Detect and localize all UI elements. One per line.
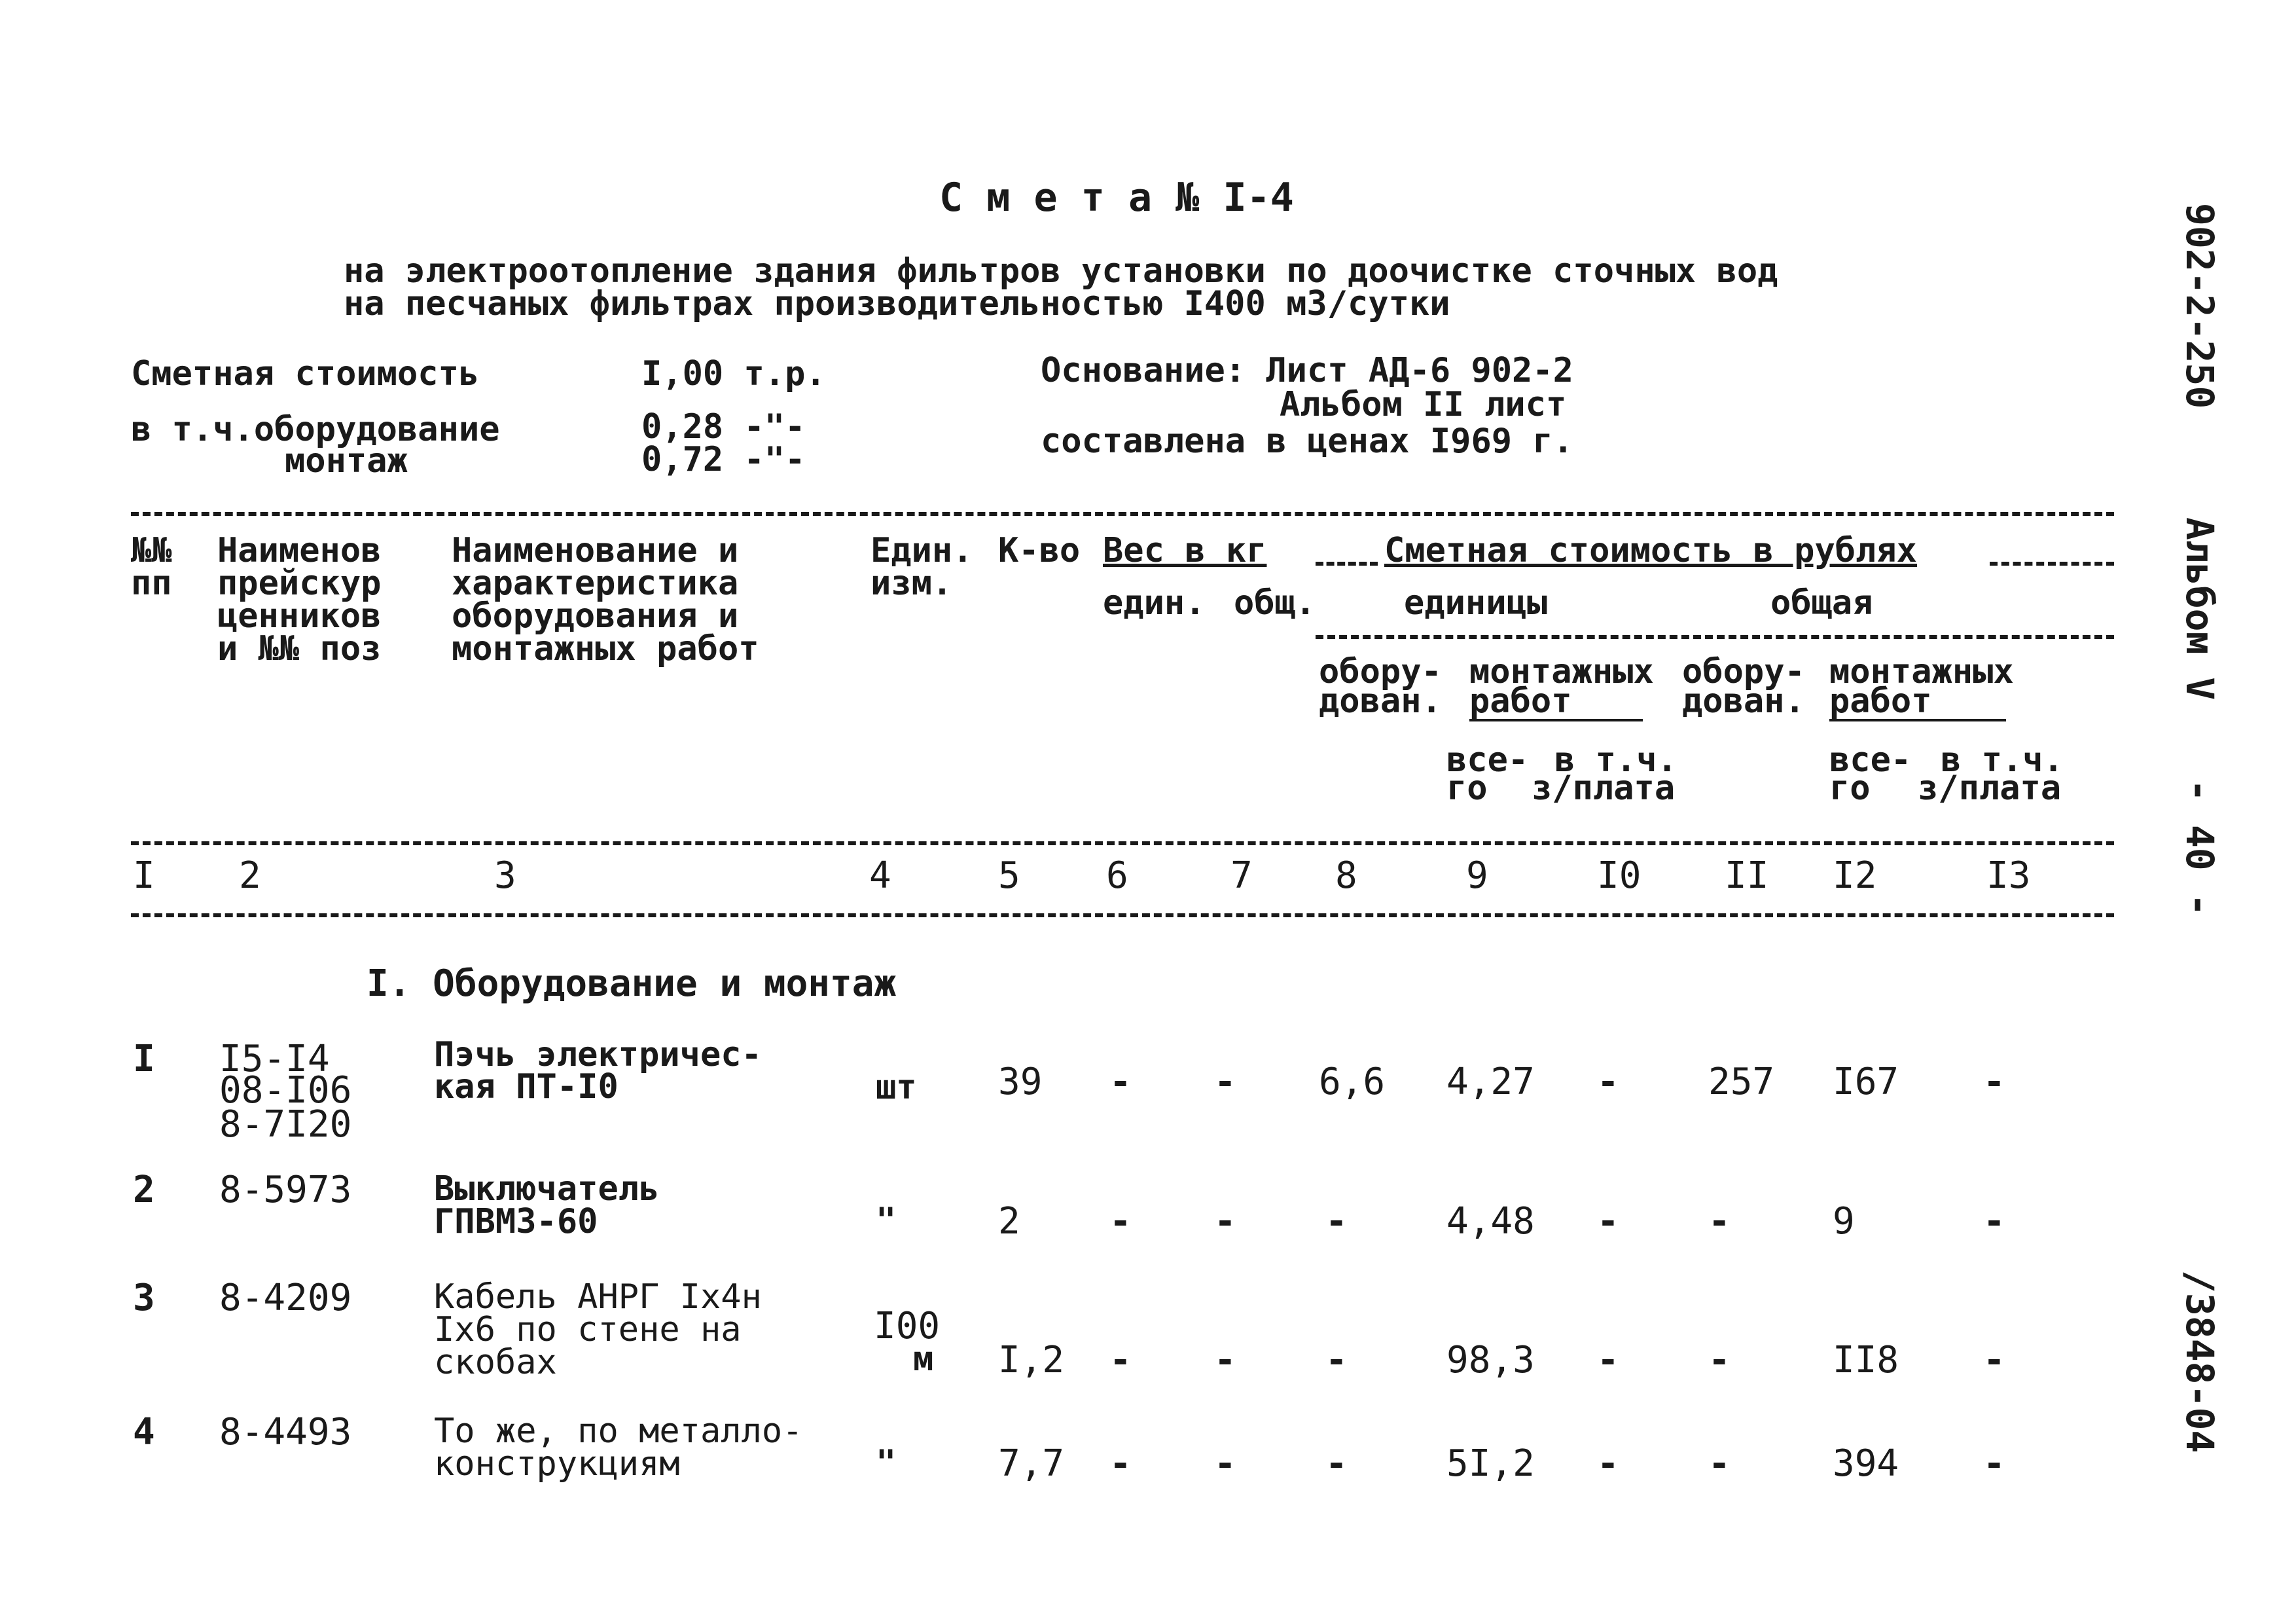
row-name: Iх6 по стене на xyxy=(434,1310,742,1349)
column-number: II xyxy=(1725,854,1769,897)
margin-album: Альбом V xyxy=(2178,517,2222,701)
header-total-montage: монтажных xyxy=(1829,652,2014,691)
column-number: 6 xyxy=(1106,854,1128,897)
row-number: 2 xyxy=(133,1169,155,1211)
margin-page-number: - 40 - xyxy=(2178,779,2222,917)
row-unit: " xyxy=(876,1443,897,1482)
column-number: I2 xyxy=(1833,854,1877,897)
row-unit-montage-total: 5I,2 xyxy=(1446,1442,1535,1485)
row-unit-equipment: 6,6 xyxy=(1319,1061,1386,1103)
row-name: То же, по металло- xyxy=(434,1412,803,1451)
header-total-total: все- xyxy=(1829,740,1912,780)
row-code: 8-4209 xyxy=(219,1277,352,1319)
subtitle-line-1: на электроотопление здания фильтров установки по доочистке сточных вод xyxy=(344,251,1778,291)
header-total-equipment: обору- xyxy=(1682,652,1805,691)
header-weight-total: общ. xyxy=(1234,583,1316,623)
row-code: 8-4493 xyxy=(219,1411,352,1453)
cost-label: Сметная стоимость xyxy=(131,354,480,393)
column-number: I xyxy=(133,854,155,897)
header-col-unit-line: изм. xyxy=(870,564,953,603)
row-unit-equipment: - xyxy=(1325,1200,1348,1243)
header-unit-wage: з/плата xyxy=(1532,769,1676,808)
header-unit-montage: монтажных xyxy=(1469,652,1654,691)
column-number: 7 xyxy=(1230,854,1253,897)
montage-label: монтаж xyxy=(285,441,408,481)
cost-value: I,00 т.р. xyxy=(641,354,826,393)
row-unit: I00 xyxy=(874,1305,941,1347)
header-unit-total: го xyxy=(1446,769,1488,808)
column-number: 9 xyxy=(1466,854,1488,897)
column-number: 2 xyxy=(239,854,261,897)
column-number: 5 xyxy=(998,854,1020,897)
row-total-montage-total: 394 xyxy=(1833,1442,1899,1485)
header-col-name-line: характеристика xyxy=(452,564,739,603)
row-name: Пэчь электричес- xyxy=(434,1035,762,1074)
row-weight-unit: - xyxy=(1109,1061,1132,1103)
row-code: 08-I06 xyxy=(219,1069,352,1112)
row-weight-unit: - xyxy=(1109,1339,1132,1381)
row-weight-total: - xyxy=(1214,1061,1236,1103)
row-weight-unit: - xyxy=(1109,1442,1132,1485)
header-total-equipment: дован. xyxy=(1682,682,1805,721)
row-weight-unit: - xyxy=(1109,1200,1132,1243)
row-total-equipment: 257 xyxy=(1708,1061,1775,1103)
document-title: С м е т а № I-4 xyxy=(939,175,1294,221)
table-top-rule xyxy=(131,512,2114,516)
column-number: 3 xyxy=(494,854,516,897)
row-unit: шт xyxy=(876,1068,917,1107)
header-weight-unit: един. xyxy=(1103,583,1206,623)
row-unit: м xyxy=(913,1340,934,1379)
header-total-wage: в т.ч. xyxy=(1941,740,2064,780)
basis-line-1: Основание: Лист АД-6 902-2 xyxy=(1041,351,1573,390)
row-name: кая ПТ-I0 xyxy=(434,1067,619,1106)
header-col-number-line: №№ xyxy=(131,531,172,570)
header-col-name-line: монтажных работ xyxy=(452,629,759,668)
row-unit-montage-total: 4,27 xyxy=(1446,1061,1535,1103)
row-weight-total: - xyxy=(1214,1442,1236,1485)
header-col-unit-line: Един. xyxy=(870,531,973,570)
column-number: I3 xyxy=(1986,854,2031,897)
row-quantity: 39 xyxy=(998,1061,1043,1103)
row-code: 8-7I20 xyxy=(219,1103,352,1146)
row-name: конструкциям xyxy=(434,1444,680,1484)
header-col-pricelist-line: Наименов xyxy=(217,531,382,570)
header-col-name-line: Наименование и xyxy=(452,531,739,570)
header-total-montage-rule xyxy=(1829,719,2006,721)
header-weight: Вес в кг xyxy=(1103,531,1267,570)
header-col-pricelist-line: и №№ поз xyxy=(217,629,382,668)
basis-line-2: Альбом II лист xyxy=(1280,385,1567,424)
row-total-equipment: - xyxy=(1708,1339,1731,1381)
row-weight-total: - xyxy=(1214,1339,1236,1381)
header-cost-rule-left xyxy=(1316,562,1378,566)
row-quantity: 2 xyxy=(998,1200,1020,1243)
header-col-name-line: оборудования и xyxy=(452,596,739,636)
header-cost-rule-right xyxy=(1990,562,2114,566)
row-total-montage-total: 9 xyxy=(1833,1200,1855,1243)
header-unit-wage: в т.ч. xyxy=(1554,740,1677,780)
basis-line-3: составлена в ценах I969 г. xyxy=(1041,422,1573,461)
incl-equipment-value: 0,28 -"- xyxy=(641,407,806,447)
header-cost: Сметная стоимость в рублях xyxy=(1384,531,1917,570)
column-numbers-bottom-rule xyxy=(131,913,2114,917)
row-unit-montage-total: 98,3 xyxy=(1446,1339,1535,1381)
row-unit: " xyxy=(876,1201,897,1240)
row-name: скобах xyxy=(434,1343,557,1382)
row-unit-montage-wage: - xyxy=(1597,1339,1619,1381)
row-unit-montage-wage: - xyxy=(1597,1061,1619,1103)
row-code: 8-5973 xyxy=(219,1169,352,1211)
incl-equipment-label: в т.ч.оборудование xyxy=(131,410,500,449)
header-col-pricelist-line: ценников xyxy=(217,596,382,636)
header-unit-equipment: обору- xyxy=(1319,652,1442,691)
header-total-total: го xyxy=(1829,769,1871,808)
header-col-quantity: К-во xyxy=(998,531,1081,570)
row-total-montage-wage: - xyxy=(1983,1442,2005,1485)
row-unit-montage-total: 4,48 xyxy=(1446,1200,1535,1243)
margin-project-code: 902-2-250 xyxy=(2178,203,2222,409)
row-unit-montage-wage: - xyxy=(1597,1200,1619,1243)
row-unit-montage-wage: - xyxy=(1597,1442,1619,1485)
header-col-number-line: пп xyxy=(131,564,172,603)
row-name: ГПВМЗ-60 xyxy=(434,1202,598,1241)
montage-value: 0,72 -"- xyxy=(641,440,806,479)
column-number: 8 xyxy=(1335,854,1357,897)
subtitle-line-2: на песчаных фильтрах производительностью I400 м3/сутки xyxy=(344,284,1450,323)
row-number: I xyxy=(133,1038,155,1080)
header-total-montage: работ xyxy=(1829,682,1932,721)
header-unit-total: все- xyxy=(1446,740,1529,780)
row-name: Выключатель xyxy=(434,1169,660,1209)
row-total-montage-total: I67 xyxy=(1833,1061,1899,1103)
row-quantity: I,2 xyxy=(998,1339,1065,1381)
header-total-wage: з/плата xyxy=(1918,769,2062,808)
row-unit-equipment: - xyxy=(1325,1442,1348,1485)
margin-doc-number: /3848-04 xyxy=(2178,1270,2222,1453)
section-title: I. Оборудование и монтаж xyxy=(367,962,897,1005)
row-code: I5-I4 xyxy=(219,1038,330,1080)
column-number: 4 xyxy=(869,854,891,897)
row-weight-total: - xyxy=(1214,1200,1236,1243)
header-unit-montage: работ xyxy=(1469,682,1572,721)
row-quantity: 7,7 xyxy=(998,1442,1065,1485)
row-number: 3 xyxy=(133,1277,155,1319)
row-total-equipment: - xyxy=(1708,1442,1731,1485)
column-numbers-top-rule xyxy=(131,841,2114,845)
row-name: Кабель АНРГ Iх4н xyxy=(434,1277,762,1317)
column-number: I0 xyxy=(1597,854,1641,897)
header-cost-unit: единицы xyxy=(1404,583,1548,623)
row-total-equipment: - xyxy=(1708,1200,1731,1243)
row-total-montage-wage: - xyxy=(1983,1061,2005,1103)
header-subrule xyxy=(1316,635,2114,639)
row-unit-equipment: - xyxy=(1325,1339,1348,1381)
header-unit-equipment: дован. xyxy=(1319,682,1442,721)
row-total-montage-wage: - xyxy=(1983,1339,2005,1381)
header-cost-total: общая xyxy=(1770,583,1873,623)
row-total-montage-total: II8 xyxy=(1833,1339,1899,1381)
row-number: 4 xyxy=(133,1411,155,1453)
row-total-montage-wage: - xyxy=(1983,1200,2005,1243)
header-unit-montage-rule xyxy=(1469,719,1643,721)
header-col-pricelist-line: прейскур xyxy=(217,564,382,603)
